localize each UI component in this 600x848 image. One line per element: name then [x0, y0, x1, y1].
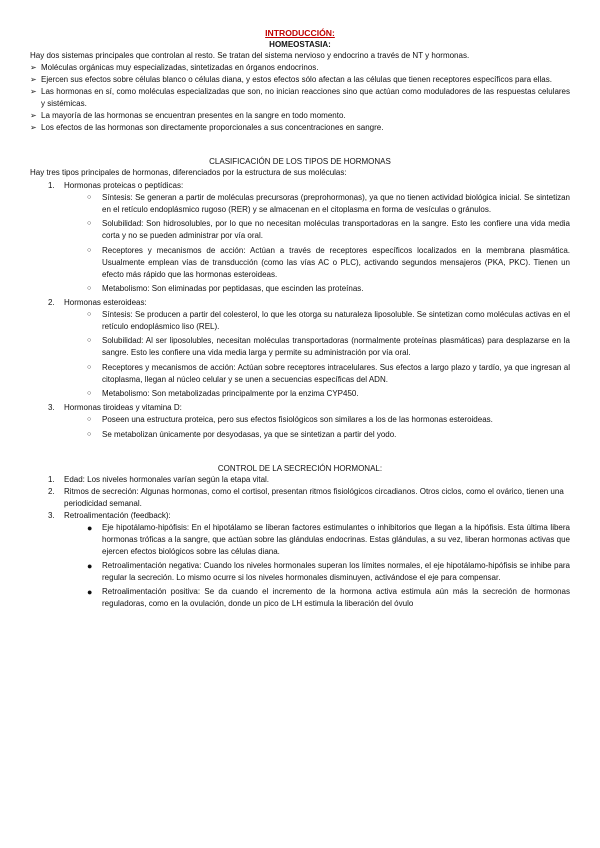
list-item: ➢ La mayoría de las hormonas se encuentran presentes en la sangre en todo momento.	[30, 111, 346, 120]
list-item: ● Retroalimentación negativa: Cuando los niveles hormonales superan los límites normales, el eje hipotálamo-hipófisis se inhibe para regular la secreción. Lo mismo ocurre si los niveles hormonales disminuyen, activándose el eje para compensar.	[87, 560, 570, 582]
list-item: ○ Metabolismo: Son metabolizadas principalmente por la enzima CYP450.	[87, 389, 359, 399]
circle-bullet-icon: ○	[87, 194, 92, 201]
list-item: ● Eje hipotálamo-hipófisis: En el hipotálamo se liberan factores estimulantes o inhibitorios que llegan a la hipófisis. Esta última libera hormonas tróficas a la sangre, que actúan sobre las glándulas endocrinas. Estas glándulas, a su vez, liberan hormonas activas que ejercen efectos biológicos sobre las células diana.	[87, 522, 570, 556]
list-item: ○ Solubilidad: Son hidrosolubles, por lo que no necesitan moléculas transportadoras en la sangre. Esto les confiere una vida media corta y no se pueden administrar por vía oral.	[87, 219, 570, 241]
arrow-bullet-icon: ➢	[30, 87, 37, 96]
list-item: ➢ Moléculas orgánicas muy especializadas, sintetizadas en órganos endocrinos.	[30, 63, 319, 72]
list-item: ○ Poseen una estructura proteica, pero sus efectos fisiológicos son similares a los de las hormonas esteroideas.	[87, 415, 493, 425]
classification-heading: CLASIFICACIÓN DE LOS TIPOS DE HORMONAS	[209, 157, 391, 166]
disc-bullet-icon: ●	[87, 587, 93, 598]
arrow-bullet-icon: ➢	[30, 123, 37, 132]
page-title: INTRODUCCIÓN:	[265, 28, 335, 38]
list-item: ○ Se metabolizan únicamente por desyodasas, ya que se sintetizan a partir del yodo.	[87, 429, 397, 439]
group-title: 3. Hormonas tiroideas y vitamina D:	[48, 403, 182, 413]
intro-paragraph: Hay dos sistemas principales que controlan al resto. Se tratan del sistema nervioso y endocrino a través de NT y hormonas.	[30, 51, 470, 60]
circle-bullet-icon: ○	[87, 390, 92, 398]
disc-bullet-icon: ●	[87, 560, 93, 571]
control-heading: CONTROL DE LA SECRECIÓN HORMONAL:	[217, 463, 383, 473]
hormone-group-proteic	[30, 180, 570, 295]
arrow-bullet-icon: ➢	[30, 63, 37, 72]
list-item: ○ Solubilidad: Al ser liposolubles, necesitan moléculas transportadoras (normalmente proteínas plasmáticas) para desplazarse en la sangre. Esto les confiere una vida media larga y permite su administración por vía oral.	[87, 336, 570, 358]
list-item: ○ Síntesis: Se generan a partir de moléculas precursoras (preprohormonas), ya que no tienen actividad biológica inicial. Se sintetizan en el retículo endoplásmico rugoso (RER) y se almacenan en el citoplasma en forma de vesículas o gránulos.	[87, 193, 570, 214]
arrow-bullet-icon: ➢	[30, 75, 37, 84]
arrow-bullet-icon: ➢	[30, 111, 37, 120]
list-item: 2. Ritmos de secreción: Algunas hormonas, como el cortisol, presentan ritmos fisiológicos circadianos. Otros ciclos, como el ovárico, tienen una periodicidad semanal.	[48, 486, 564, 508]
circle-bullet-icon: ○	[87, 220, 92, 228]
list-item: ➢ Las hormonas en sí, como moléculas especializadas que son, no inician reacciones sino que actúan como moduladores de las respuestas celulares y sistémicas.	[30, 87, 570, 108]
list-item: ➢ Los efectos de las hormonas son directamente proporcionales a sus concentraciones en sangre.	[30, 123, 384, 132]
list-item: ○ Receptores y mecanismos de acción: Actúan a través de receptores específicos localizados en la membrana plasmática. Usualmente emplean vías de transducción (como las vías AC o PLC), activando segundos mensajeros (PKA, PKC). Tienen un efecto más rápido que las hormonas esteroideas.	[87, 245, 570, 279]
hormone-group-steroid	[30, 297, 570, 400]
list-item: ○ Receptores y mecanismos de acción: Actúan sobre receptores intracelulares. Sus efectos a largo plazo y tardío, ya que ingresan al citoplasma, llegan al núcleo celular y se unen a secuencias específicas del ADN.	[87, 362, 570, 384]
list-item: ➢ Ejercen sus efectos sobre células blanco o células diana, y estos efectos sólo afectan a las células que tienen receptores específicos para ellas.	[30, 75, 552, 84]
circle-bullet-icon: ○	[87, 363, 92, 371]
list-item: ● Retroalimentación positiva: Se da cuando el incremento de la hormona activa estimula aún más la secreción de hormonas reguladoras, como en la ovulación, donde un pico de LH estimula la liberación del óvulo	[87, 587, 570, 609]
disc-bullet-icon: ●	[87, 522, 93, 533]
section-subtitle: HOMEOSTASIA:	[269, 40, 331, 49]
list-item: ○ Metabolismo: Son eliminadas por peptidasas, que escinden las proteínas.	[87, 283, 364, 293]
classification-intro: Hay tres tipos principales de hormonas, diferenciados por la estructura de sus moléculas:	[30, 168, 347, 177]
group-title: 2. Hormonas esteroideas:	[48, 298, 147, 308]
control-list	[30, 474, 570, 611]
circle-bullet-icon: ○	[87, 284, 92, 292]
list-item: ○ Síntesis: Se producen a partir del colesterol, lo que les otorga su naturaleza liposoluble. Se sintetizan como moléculas activas en el retículo endoplásmico liso (REL).	[87, 310, 570, 332]
circle-bullet-icon: ○	[87, 337, 92, 345]
group-title: 1. Hormonas proteicas o peptídicas:	[48, 181, 184, 190]
circle-bullet-icon: ○	[87, 246, 92, 254]
list-item: 3. Retroalimentación (feedback):	[48, 510, 171, 520]
list-item: 1. Edad: Los niveles hormonales varían según la etapa vital.	[48, 474, 270, 484]
circle-bullet-icon: ○	[87, 311, 92, 319]
circle-bullet-icon: ○	[87, 430, 92, 438]
circle-bullet-icon: ○	[87, 416, 92, 424]
hormone-group-thyroid	[30, 402, 570, 440]
intro-bullet-list	[30, 62, 570, 134]
